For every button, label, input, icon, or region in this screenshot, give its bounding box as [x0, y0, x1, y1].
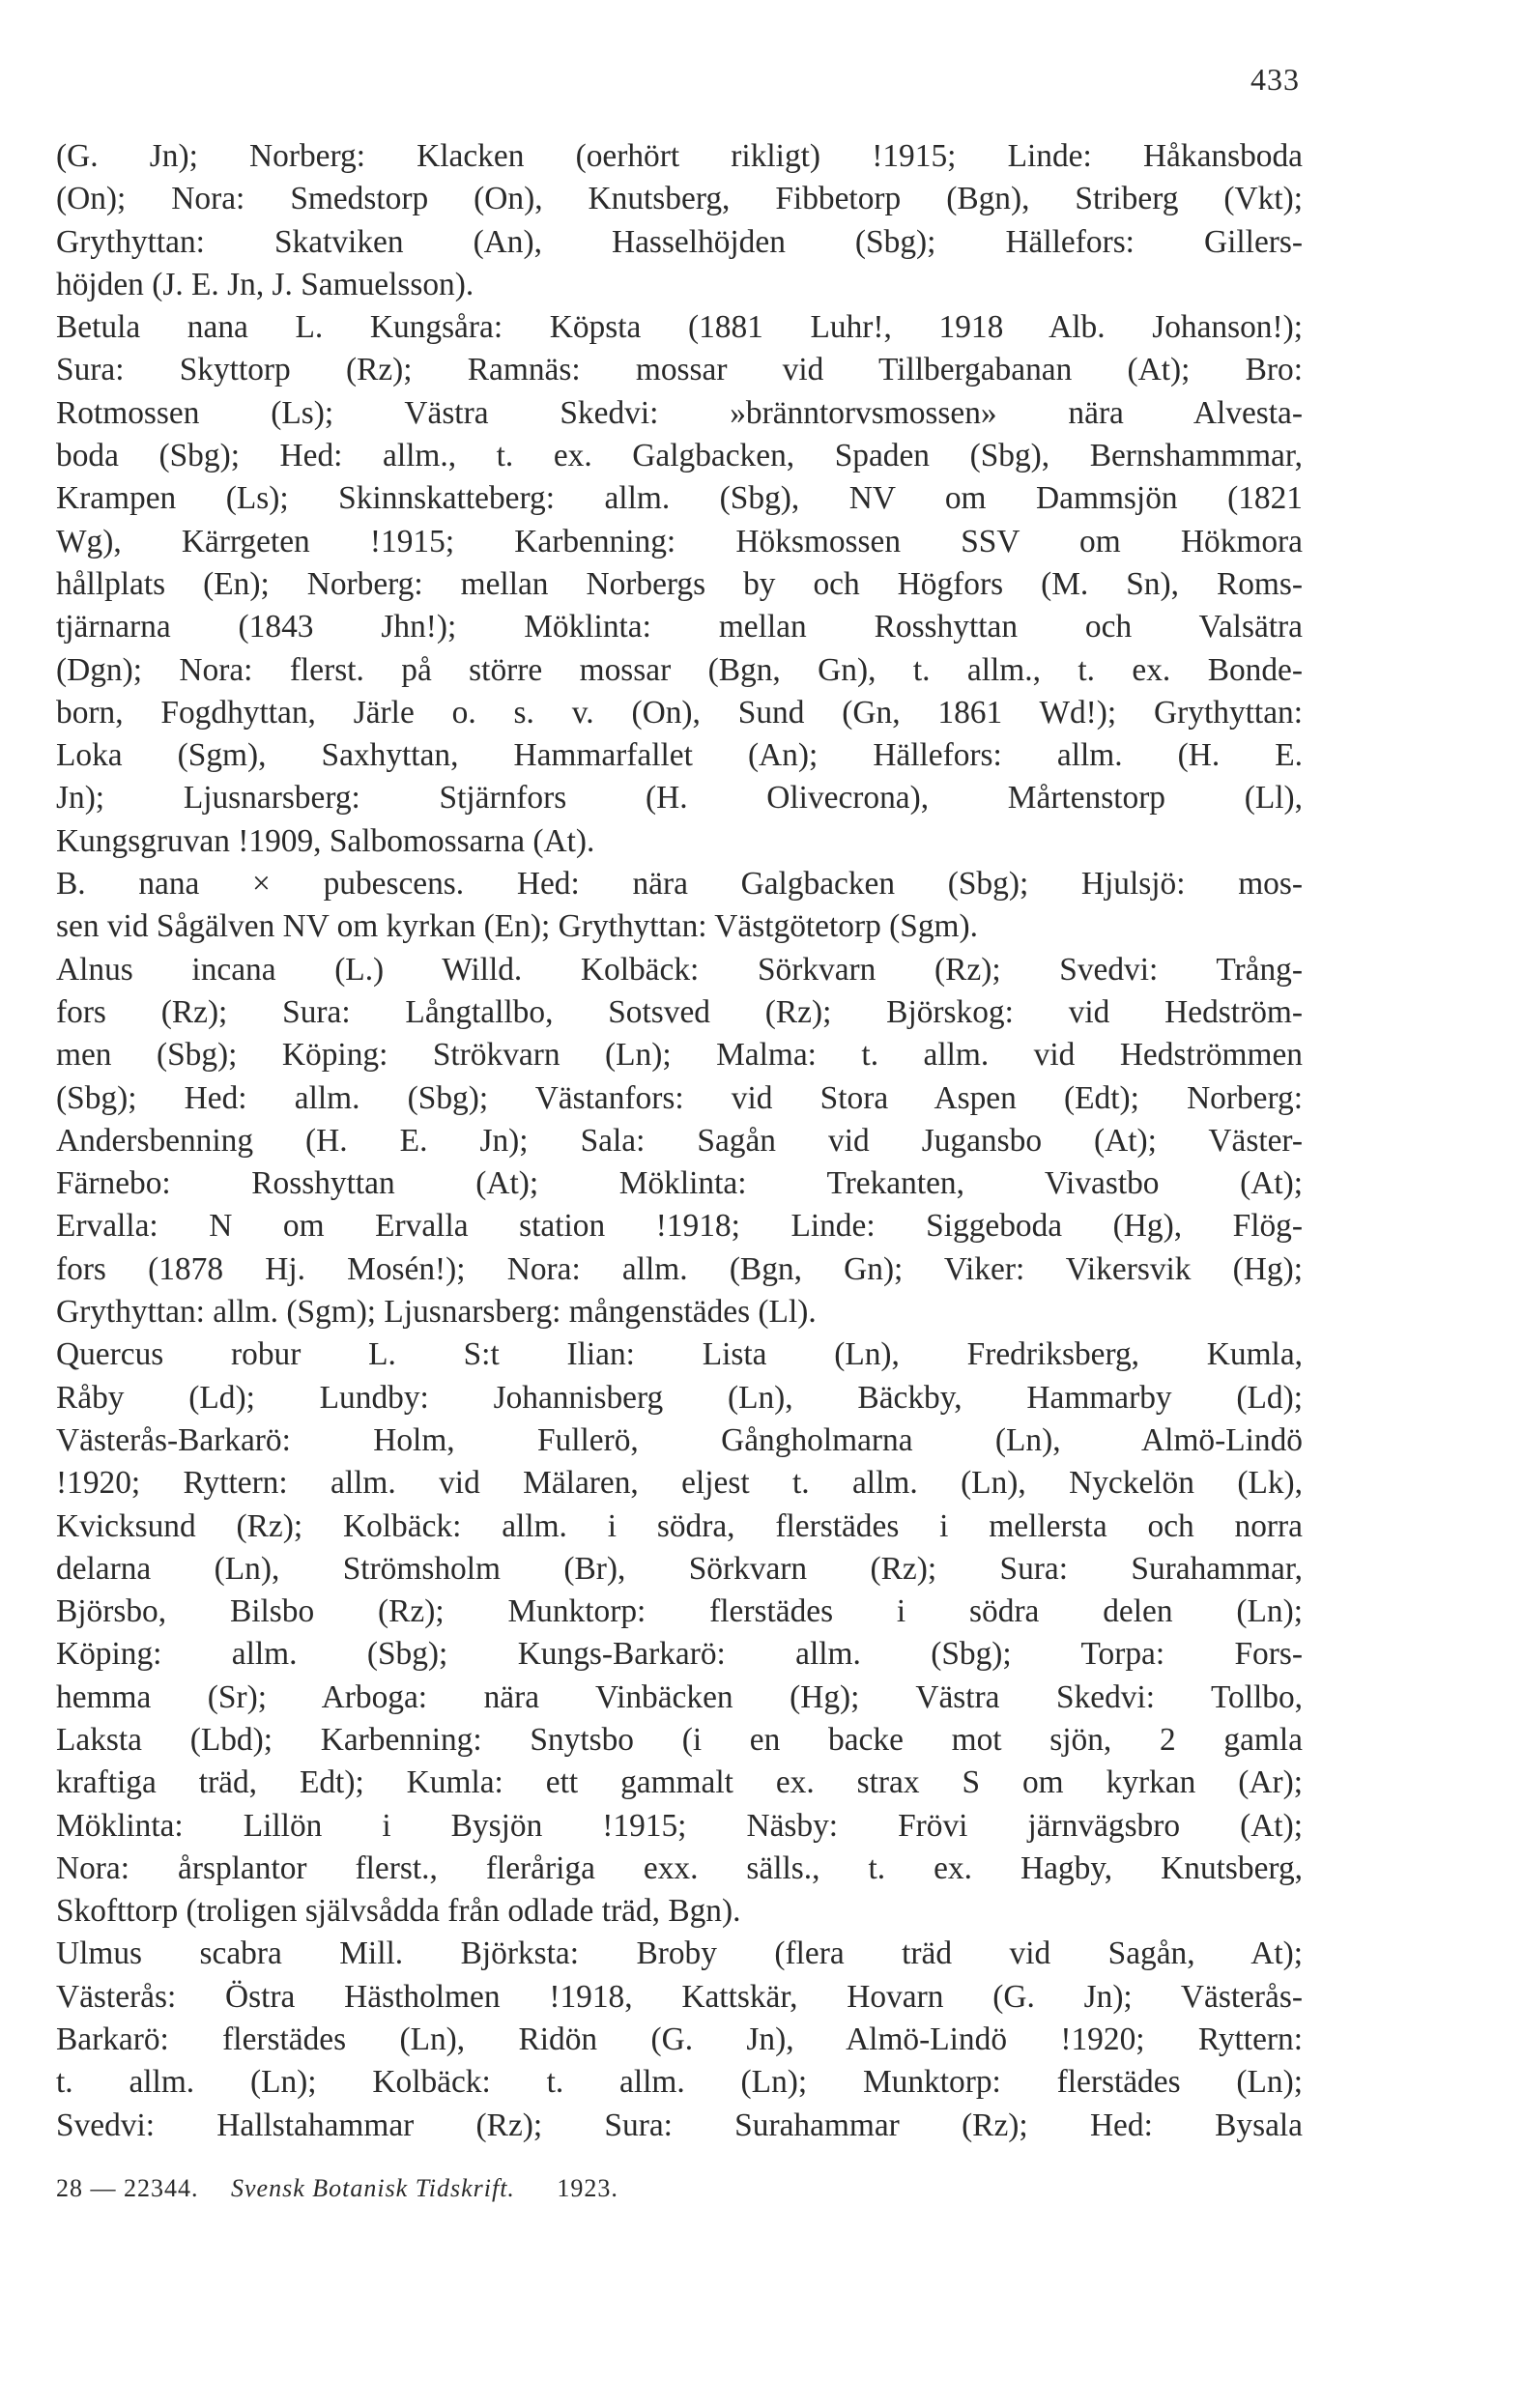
text-line: (Dgn); Nora: flerst. på större mossar (Bgn, Gn), t. allm., t. ex. Bonde-: [56, 651, 1303, 688]
text-line: fors (1878 Hj. Mosén!); Nora: allm. (Bgn, Gn); Viker: Vikersvik (Hg);: [56, 1250, 1303, 1287]
text-line: !1920; Ryttern: allm. vid Mälaren, eljest t. allm. (Ln), Nyckelön (Lk),: [56, 1465, 1303, 1502]
text-line: Wg), Kärrgeten !1915; Karbenning: Höksmossen SSV om Hökmora: [56, 523, 1303, 559]
text-line: Laksta (Lbd); Karbenning: Snytsbo (i en backe mot sjön, 2 gamla: [56, 1721, 1303, 1758]
page-footer: [56, 2174, 618, 2203]
text-line: (Sbg); Hed: allm. (Sbg); Västanfors: vid Stora Aspen (Edt); Norberg:: [56, 1079, 1303, 1116]
text-line: Möklinta: Lillön i Bysjön !1915; Näsby: Frövi järnvägsbro (At);: [56, 1807, 1303, 1844]
text-line: tjärnarna (1843 Jhn!); Möklinta: mellan Rosshyttan och Valsätra: [56, 609, 1303, 645]
text-line: Alnus incana (L.) Willd. Kolbäck: Sörkvarn (Rz); Svedvi: Trång-: [56, 951, 1303, 988]
text-line: hemma (Sr); Arboga: nära Vinbäcken (Hg); Västra Skedvi: Tollbo,: [56, 1678, 1303, 1715]
text-line: men (Sbg); Köping: Strökvarn (Ln); Malma: t. allm. vid Hedströmmen: [56, 1037, 1303, 1074]
text-line: boda (Sbg); Hed: allm., t. ex. Galgbacken, Spaden (Sbg), Bernshammmar,: [56, 438, 1303, 474]
text-line: Grythyttan: allm. (Sgm); Ljusnarsberg: mångenstädes (Ll).: [56, 1294, 817, 1331]
text-line: Björsbo, Bilsbo (Rz); Munktorp: flerstädes i södra delen (Ln);: [56, 1593, 1303, 1630]
text-line: Loka (Sgm), Saxhyttan, Hammarfallet (An); Hällefors: allm. (H. E.: [56, 737, 1303, 774]
text-line: t. allm. (Ln); Kolbäck: t. allm. (Ln); Munktorp: flerstädes (Ln);: [56, 2064, 1303, 2101]
text-line: Västerås-Barkarö: Holm, Fullerö, Gångholmarna (Ln), Almö-Lindö: [56, 1421, 1303, 1458]
text-line: höjden (J. E. Jn, J. Samuelsson).: [56, 266, 474, 302]
text-line: hållplats (En); Norberg: mellan Norbergs by och Högfors (M. Sn), Roms-: [56, 565, 1303, 602]
text-line: Kungsgruvan !1909, Salbomossarna (At).: [56, 822, 595, 859]
text-line: Krampen (Ls); Skinnskatteberg: allm. (Sbg), NV om Dammsjön (1821: [56, 480, 1303, 517]
text-line: Andersbenning (H. E. Jn); Sala: Sagån vid Jugansbo (At); Väster-: [56, 1122, 1303, 1159]
text-line: Västerås: Östra Hästholmen !1918, Kattskär, Hovarn (G. Jn); Västerås-: [56, 1978, 1303, 2015]
text-line: Grythyttan: Skatviken (An), Hasselhöjden (Sbg); Hällefors: Gillers-: [56, 223, 1303, 260]
text-line: Ulmus scabra Mill. Björksta: Broby (flera träd vid Sagån, At);: [56, 1935, 1303, 1972]
text-line: Nora: årsplantor flerst., fleråriga exx. sälls., t. ex. Hagby, Knutsberg,: [56, 1849, 1303, 1886]
footer-signature: 28 — 22344.: [56, 2174, 199, 2202]
text-line: Barkarö: flerstädes (Ln), Ridön (G. Jn), Almö-Lindö !1920; Ryttern:: [56, 2021, 1303, 2058]
text-line: (On); Nora: Smedstorp (On), Knutsberg, Fibbetorp (Bgn), Striberg (Vkt);: [56, 181, 1303, 217]
text-line: Färnebo: Rosshyttan (At); Möklinta: Trekanten, Vivastbo (At);: [56, 1165, 1303, 1202]
text-line: Svedvi: Hallstahammar (Rz); Sura: Surahammar (Rz); Hed: Bysala: [56, 2107, 1303, 2143]
text-line: Rotmossen (Ls); Västra Skedvi: »bränntorvsmossen» nära Alvesta-: [56, 394, 1303, 431]
text-line: Köping: allm. (Sbg); Kungs-Barkarö: allm. (Sbg); Torpa: Fors-: [56, 1636, 1303, 1673]
text-line: delarna (Ln), Strömsholm (Br), Sörkvarn (Rz); Sura: Surahammar,: [56, 1550, 1303, 1587]
text-line: Ervalla: N om Ervalla station !1918; Linde: Siggeboda (Hg), Flög-: [56, 1208, 1303, 1245]
text-line: fors (Rz); Sura: Långtallbo, Sotsved (Rz); Björskog: vid Hedström-: [56, 993, 1303, 1030]
text-line: Betula nana L. Kungsåra: Köpsta (1881 Luhr!, 1918 Alb. Johanson!);: [56, 309, 1303, 346]
page-number: 433: [1250, 62, 1300, 97]
text-line: kraftiga träd, Edt); Kumla: ett gammalt ex. strax S om kyrkan (Ar);: [56, 1764, 1303, 1801]
text-line: Kvicksund (Rz); Kolbäck: allm. i södra, flerstädes i mellersta och norra: [56, 1507, 1303, 1544]
footer-year: 1923.: [557, 2174, 618, 2202]
text-line: B. nana × pubescens. Hed: nära Galgbacken (Sbg); Hjulsjö: mos-: [56, 866, 1303, 903]
body-text: [56, 135, 1303, 2147]
text-line: born, Fogdhyttan, Järle o. s. v. (On), Sund (Gn, 1861 Wd!); Grythyttan:: [56, 694, 1303, 731]
text-line: sen vid Sågälven NV om kyrkan (En); Grythyttan: Västgötetorp (Sgm).: [56, 908, 978, 945]
text-line: Quercus robur L. S:t Ilian: Lista (Ln), Fredriksberg, Kumla,: [56, 1336, 1303, 1373]
text-line: Jn); Ljusnarsberg: Stjärnfors (H. Olivecrona), Mårtenstorp (Ll),: [56, 780, 1303, 817]
text-line: Sura: Skyttorp (Rz); Ramnäs: mossar vid Tillbergabanan (At); Bro:: [56, 352, 1303, 388]
text-line: Skofttorp (troligen självsådda från odlade träd, Bgn).: [56, 1893, 741, 1930]
text-line: (G. Jn); Norberg: Klacken (oerhört rikligt) !1915; Linde: Håkansboda: [56, 138, 1303, 174]
footer-journal-title: Svensk Botanisk Tidskrift.: [231, 2174, 515, 2202]
text-line: Råby (Ld); Lundby: Johannisberg (Ln), Bäckby, Hammarby (Ld);: [56, 1379, 1303, 1416]
